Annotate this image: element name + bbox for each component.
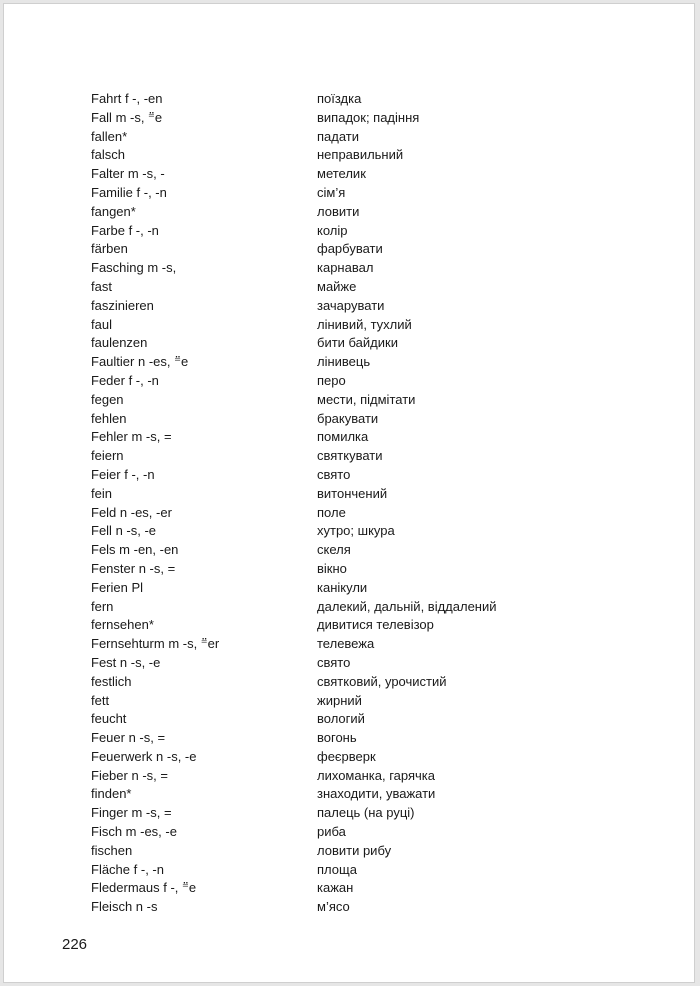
headword: Feuerwerk: [91, 748, 153, 764]
grammar-info: n -s, =: [135, 560, 176, 576]
grammar-info: n -s, -e: [116, 654, 161, 670]
headword: Fleisch: [91, 899, 133, 915]
headword: Feld: [91, 504, 117, 520]
german-term: [91, 353, 317, 372]
glossary-entry: [91, 410, 591, 429]
glossary-entry: [91, 372, 591, 391]
german-term: [91, 710, 317, 729]
grammar-info: m -s, ⁼̈er: [164, 636, 220, 652]
german-term: [91, 522, 317, 541]
headword: Ferien: [91, 579, 128, 595]
german-term: [91, 410, 317, 429]
german-term: [91, 240, 317, 259]
ukrainian-translation: помилка: [317, 429, 369, 445]
german-term: [91, 635, 317, 654]
glossary-entry: [91, 334, 591, 353]
ukrainian-translation: знаходити, уважати: [317, 786, 436, 802]
german-term: [91, 90, 317, 109]
grammar-info: f -, -en: [121, 91, 163, 106]
german-term: [91, 485, 317, 504]
grammar-info: f -, -n: [120, 466, 155, 482]
glossary-entry: [91, 767, 591, 786]
german-term: [91, 259, 317, 278]
headword: Fasching: [91, 260, 144, 276]
german-term: [91, 748, 317, 767]
glossary-entry: [91, 109, 591, 128]
ukrainian-translation: далекий, дальній, віддалений: [317, 598, 497, 614]
german-term: [91, 767, 317, 786]
ukrainian-translation: неправильний: [317, 147, 404, 163]
ukrainian-translation: лихоманка, гарячка: [317, 767, 435, 783]
german-term: [91, 297, 317, 316]
ukrainian-translation: лінивець: [317, 354, 371, 370]
glossary-entry: [91, 90, 591, 109]
glossary-entry: [91, 861, 591, 880]
grammar-info: f -, -n: [124, 222, 159, 238]
grammar-info: n -s, -e: [152, 748, 197, 764]
ukrainian-translation: ловити рибу: [317, 842, 392, 858]
headword: fischen: [91, 842, 133, 858]
glossary-entry: [91, 184, 591, 203]
dictionary-page: [4, 4, 694, 982]
german-term: [91, 616, 317, 635]
german-term: [91, 785, 317, 804]
glossary-entry: [91, 598, 591, 617]
glossary-entry: [91, 616, 591, 635]
german-term: [91, 692, 317, 711]
ukrainian-translation: святковий, урочистий: [317, 673, 447, 689]
german-term: [91, 598, 317, 617]
german-term: [91, 109, 317, 128]
grammar-info: m -s,: [143, 260, 177, 276]
ukrainian-translation: фарбувати: [317, 241, 383, 257]
glossary-entry: [91, 522, 591, 541]
german-term: [91, 128, 317, 147]
headword: Fall: [91, 109, 112, 125]
glossary-entry: [91, 804, 591, 823]
german-term: [91, 898, 317, 917]
headword: feiern: [91, 448, 124, 464]
headword: festlich: [91, 673, 132, 689]
glossary-list: [91, 90, 591, 917]
ukrainian-translation: дивитися телевізор: [317, 617, 434, 633]
ukrainian-translation: ловити: [317, 203, 360, 219]
ukrainian-translation: зачарувати: [317, 297, 385, 313]
grammar-info: f -, -n: [124, 372, 159, 388]
glossary-entry: [91, 635, 591, 654]
german-term: [91, 654, 317, 673]
headword: Fläche: [91, 861, 131, 877]
grammar-info: m -es, -e: [122, 824, 177, 840]
ukrainian-translation: карнавал: [317, 260, 374, 276]
glossary-entry: [91, 654, 591, 673]
glossary-entry: [91, 222, 591, 241]
headword: Fehler: [91, 429, 128, 445]
glossary-entry: [91, 504, 591, 523]
ukrainian-translation: площа: [317, 861, 357, 877]
german-term: [91, 428, 317, 447]
glossary-entry: [91, 466, 591, 485]
german-term: [91, 278, 317, 297]
headword: fern: [91, 598, 114, 614]
grammar-info: n -s, =: [127, 767, 168, 783]
ukrainian-translation: поїздка: [317, 91, 362, 106]
grammar-info: Pl: [127, 579, 144, 595]
glossary-entry: [91, 165, 591, 184]
headword: falsch: [91, 147, 125, 163]
glossary-entry: [91, 673, 591, 692]
glossary-entry: [91, 297, 591, 316]
ukrainian-translation: мести, підмітати: [317, 391, 416, 407]
ukrainian-translation: феєрверк: [317, 748, 376, 764]
headword: Fieber: [91, 767, 128, 783]
ukrainian-translation: хутро; шкура: [317, 523, 395, 539]
grammar-info: n -es, -er: [116, 504, 172, 520]
ukrainian-translation: майже: [317, 278, 357, 294]
german-term: [91, 372, 317, 391]
german-term: [91, 447, 317, 466]
grammar-info: n -s: [132, 899, 158, 915]
headword: finden*: [91, 786, 132, 802]
headword: faszinieren: [91, 297, 154, 313]
headword: Falter: [91, 166, 125, 182]
headword: färben: [91, 241, 128, 257]
grammar-info: m -s, =: [127, 805, 172, 821]
headword: fernsehen*: [91, 617, 154, 633]
ukrainian-translation: жирний: [317, 692, 362, 708]
german-term: [91, 222, 317, 241]
glossary-entry: [91, 823, 591, 842]
german-term: [91, 184, 317, 203]
glossary-entry: [91, 579, 591, 598]
german-term: [91, 823, 317, 842]
glossary-entry: [91, 879, 591, 898]
headword: faulenzen: [91, 335, 148, 351]
grammar-info: n -s, =: [124, 730, 166, 746]
german-term: [91, 541, 317, 560]
ukrainian-translation: витончений: [317, 485, 388, 501]
ukrainian-translation: риба: [317, 824, 346, 840]
glossary-entry: [91, 692, 591, 711]
german-term: [91, 165, 317, 184]
glossary-entry: [91, 316, 591, 335]
ukrainian-translation: свято: [317, 654, 351, 670]
grammar-info: m -s, =: [127, 429, 172, 445]
german-term: [91, 560, 317, 579]
german-term: [91, 203, 317, 222]
german-term: [91, 879, 317, 898]
glossary-entry: [91, 729, 591, 748]
headword: fangen*: [91, 203, 136, 219]
german-term: [91, 729, 317, 748]
headword: Fledermaus: [91, 880, 160, 896]
glossary-entry: [91, 353, 591, 372]
glossary-entry: [91, 447, 591, 466]
ukrainian-translation: скеля: [317, 542, 351, 558]
headword: feucht: [91, 711, 127, 727]
german-term: [91, 579, 317, 598]
german-term: [91, 316, 317, 335]
ukrainian-translation: вогонь: [317, 730, 357, 746]
headword: Fenster: [91, 560, 136, 576]
headword: fett: [91, 692, 110, 708]
headword: Fels: [91, 542, 116, 558]
headword: fast: [91, 278, 112, 294]
headword: fehlen: [91, 410, 127, 426]
ukrainian-translation: перо: [317, 372, 346, 388]
glossary-entry: [91, 146, 591, 165]
german-term: [91, 804, 317, 823]
glossary-entry: [91, 278, 591, 297]
ukrainian-translation: святкувати: [317, 448, 383, 464]
headword: Feuer: [91, 730, 125, 746]
german-term: [91, 466, 317, 485]
headword: Fernsehturm: [91, 636, 165, 652]
headword: fegen: [91, 391, 124, 407]
headword: Fisch: [91, 824, 123, 840]
glossary-entry: [91, 842, 591, 861]
grammar-info: f -, -n: [130, 861, 164, 877]
glossary-entry: [91, 203, 591, 222]
grammar-info: f -, -n: [132, 184, 167, 200]
headword: Familie: [91, 184, 133, 200]
headword: fallen*: [91, 128, 128, 144]
ukrainian-translation: вікно: [317, 560, 347, 576]
ukrainian-translation: свято: [317, 466, 351, 482]
german-term: [91, 673, 317, 692]
grammar-info: n -es, ⁼̈e: [134, 354, 189, 370]
glossary-entry: [91, 560, 591, 579]
glossary-entry: [91, 240, 591, 259]
ukrainian-translation: метелик: [317, 166, 366, 182]
ukrainian-translation: бити байдики: [317, 335, 398, 351]
glossary-entry: [91, 785, 591, 804]
ukrainian-translation: м’ясо: [317, 899, 350, 915]
grammar-info: m -s, -: [124, 166, 165, 182]
headword: Fest: [91, 654, 117, 670]
headword: faul: [91, 316, 112, 332]
ukrainian-translation: бракувати: [317, 410, 379, 426]
glossary-entry: [91, 259, 591, 278]
headword: fein: [91, 485, 112, 501]
ukrainian-translation: канікули: [317, 579, 368, 595]
headword: Feier: [91, 466, 121, 482]
headword: Feder: [91, 372, 125, 388]
glossary-entry: [91, 128, 591, 147]
ukrainian-translation: кажан: [317, 880, 354, 896]
ukrainian-translation: поле: [317, 504, 346, 520]
german-term: [91, 504, 317, 523]
glossary-entry: [91, 710, 591, 729]
german-term: [91, 334, 317, 353]
headword: Fahrt: [91, 91, 122, 106]
ukrainian-translation: телевежа: [317, 636, 375, 652]
headword: Farbe: [91, 222, 125, 238]
headword: Fell: [91, 523, 112, 539]
ukrainian-translation: лінивий, тухлий: [317, 316, 412, 332]
ukrainian-translation: колір: [317, 222, 348, 238]
german-term: [91, 391, 317, 410]
ukrainian-translation: сім’я: [317, 184, 346, 200]
headword: Finger: [91, 805, 128, 821]
ukrainian-translation: випадок; падіння: [317, 109, 420, 125]
glossary-entry: [91, 485, 591, 504]
glossary-entry: [91, 748, 591, 767]
glossary-entry: [91, 541, 591, 560]
grammar-info: n -s, -e: [111, 523, 157, 539]
german-term: [91, 861, 317, 880]
ukrainian-translation: палець (на руці): [317, 805, 415, 821]
ukrainian-translation: падати: [317, 128, 360, 144]
german-term: [91, 146, 317, 165]
grammar-info: m -s, ⁼̈e: [111, 109, 163, 125]
grammar-info: m -en, -en: [115, 542, 179, 558]
headword: Faultier: [91, 354, 135, 370]
page-number: 226: [62, 936, 88, 953]
glossary-entry: [91, 428, 591, 447]
glossary-entry: [91, 391, 591, 410]
grammar-info: f -, ⁼̈e: [159, 880, 197, 896]
german-term: [91, 842, 317, 861]
glossary-entry: [91, 898, 591, 917]
ukrainian-translation: вологий: [317, 711, 365, 727]
